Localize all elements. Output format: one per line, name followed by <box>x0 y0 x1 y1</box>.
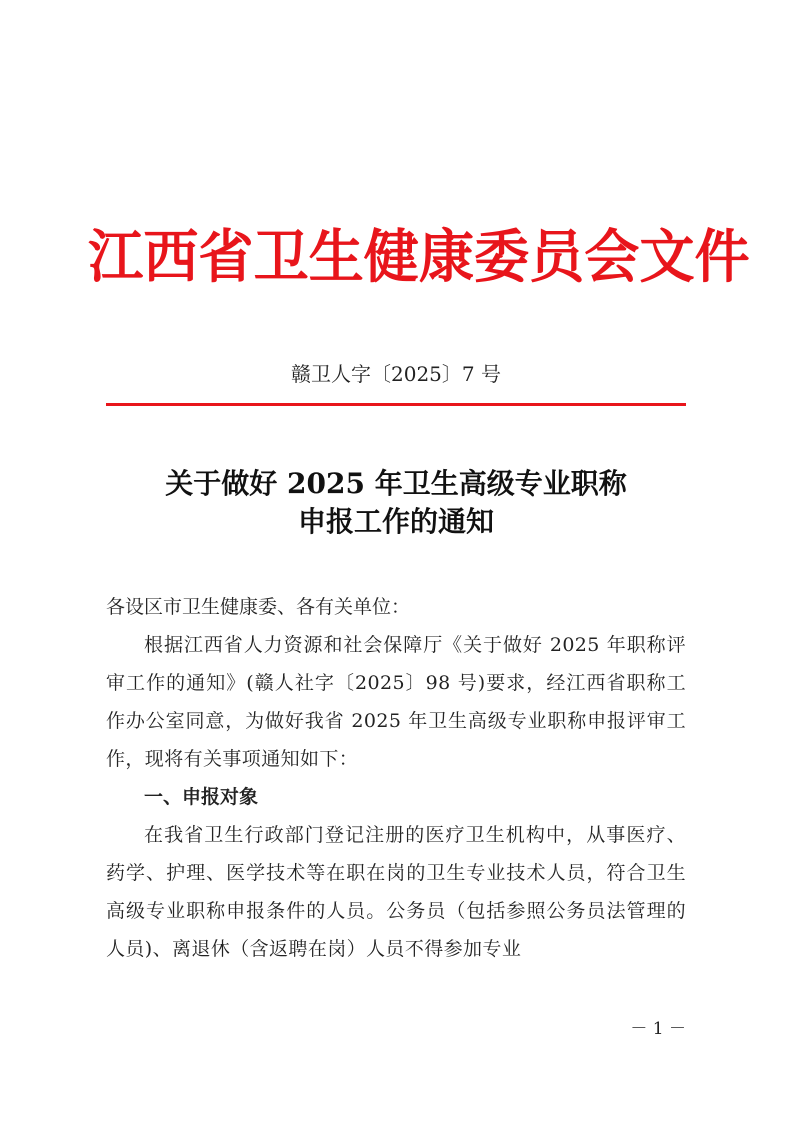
document-title <box>106 465 686 541</box>
section-heading-applicants: 一、申报对象 <box>144 786 259 808</box>
document-number: 赣卫人字〔2025〕7 号 <box>291 362 501 386</box>
red-divider-line <box>106 403 686 406</box>
document-title-line-2: 申报工作的通知 <box>297 505 494 538</box>
intro-paragraph: 根据江西省人力资源和社会保障厅《关于做好 2025 年职称评审工作的通知》(赣人社字〔2025〕98 号)要求，经江西省职称工作办公室同意，为做好我省 2025 年卫生高级专业职称申报评审工作，现将有关事项通知如下： <box>106 634 686 770</box>
document-title-line-1: 关于做好 2025 年卫生高级专业职称 <box>165 467 627 500</box>
page-number: － 1 － <box>630 1019 686 1039</box>
issuing-authority-header: 江西省卫生健康委员会文件 <box>88 224 750 291</box>
document-body <box>106 588 686 968</box>
section-paragraph-applicants: 在我省卫生行政部门登记注册的医疗卫生机构中，从事医疗、药学、护理、医学技术等在职在岗的卫生专业技术人员，符合卫生高级专业职称申报条件的人员。公务员（包括参照公务员法管理的人员)、离退休（含返聘在岗）人员不得参加专业 <box>106 824 686 960</box>
salutation: 各设区市卫生健康委、各有关单位： <box>106 596 411 618</box>
